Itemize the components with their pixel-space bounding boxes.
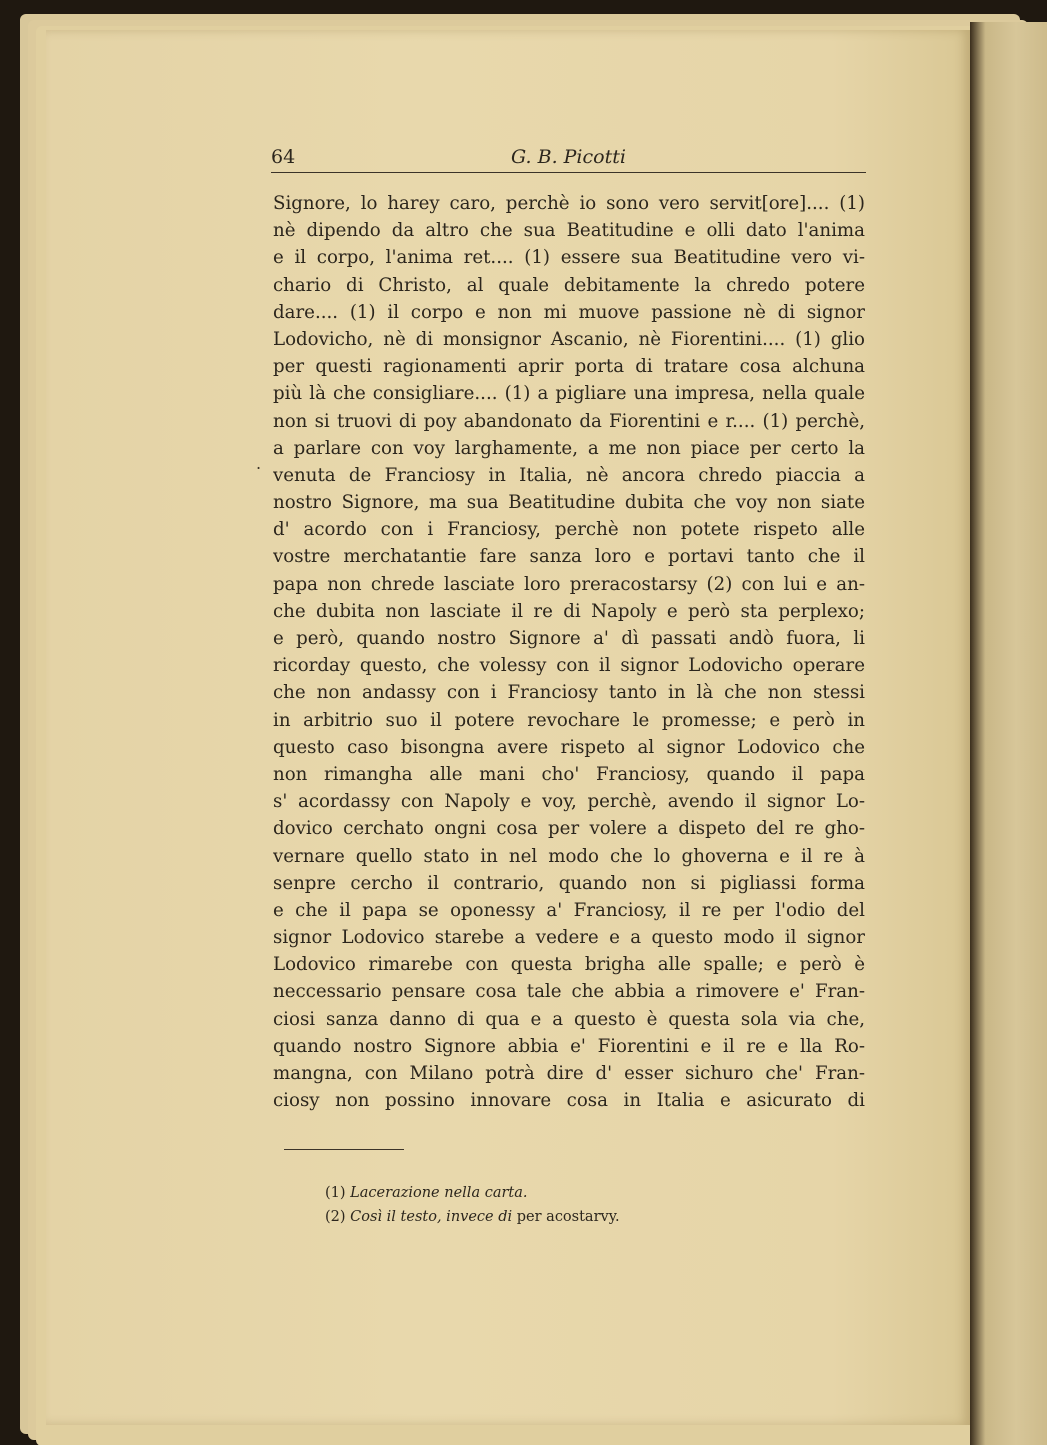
text-line: più là che consigliare.... (1) a pigliare una impresa, nella quale (273, 383, 865, 405)
facing-page-edge (970, 22, 1047, 1445)
text-line: e però, quando nostro Signore a' dì passati andò fuora, li (273, 628, 865, 649)
text-line: ciosy non possino innovare cosa in Italia e asicurato di (273, 1090, 865, 1112)
text-line: per questi ragionamenti aprir porta di tratare cosa alchuna (273, 356, 865, 378)
text-line: d' acordo con i Franciosy, perchè non potete rispeto alle (273, 519, 865, 541)
margin-mark: . (256, 454, 262, 473)
footnote-mark: (1) (325, 1185, 346, 1201)
text-line: Lodovicho, nè di monsignor Ascanio, nè Fiorentini.... (1) glio (273, 328, 865, 350)
text-line: papa non chrede lasciate loro preracostarsy (2) con lui e an- (273, 573, 865, 595)
text-line: e il corpo, l'anima ret.... (1) essere sua Beatitudine vero vi- (273, 247, 865, 269)
text-line: mangna, con Milano potrà dire d' esser sichuro che' Fran- (273, 1063, 865, 1084)
text-line: che non andassy con i Franciosy tanto in là che non stessi (273, 682, 865, 704)
text-line: nè dipendo da altro che sua Beatitudine e olli dato l'anima (273, 220, 865, 242)
text-line: questo caso bisongna avere rispeto al signor Lodovico che (273, 736, 865, 758)
footnote-2 (325, 1205, 620, 1229)
footnote-rule (284, 1149, 404, 1150)
text-line: in arbitrio suo il potere revochare le promesse; e però in (273, 709, 865, 731)
text-line: chario di Christo, al quale debitamente la chredo potere (273, 274, 865, 296)
text-line: non si truovi di poy abandonato da Fiorentini e r.... (1) perchè, (273, 410, 865, 432)
text-line: non rimangha alle mani cho' Franciosy, quando il papa (273, 763, 865, 785)
footnote-italic: Così il testo, invece di (350, 1209, 513, 1225)
text-line: quando nostro Signore abbia e' Fiorentini e il re e lla Ro- (273, 1035, 865, 1057)
text-line: e che il papa se oponessy a' Franciosy, il re per l'odio del (273, 899, 865, 921)
text-line: signor Lodovico starebe a vedere e a questo modo il signor (273, 927, 865, 949)
footnote-italic: Lacerazione nella carta. (350, 1185, 528, 1201)
text-line: nostro Signore, ma sua Beatitudine dubita che voy non siate (273, 492, 865, 514)
text-line: Signore, lo harey caro, perchè io sono vero servit[ore].... (1) (273, 193, 865, 214)
page-header (271, 146, 866, 173)
text-line: senpre cercho il contrario, quando non si pigliassi forma (273, 872, 865, 894)
footnotes (325, 1181, 620, 1229)
text-line: vernare quello stato in nel modo che lo ghoverna e il re à (273, 845, 865, 867)
text-line: Lodovico rimarebe con questa brigha alle spalle; e però è (273, 954, 865, 976)
text-line: s' acordassy con Napoly e voy, perchè, avendo il signor Lo- (273, 791, 865, 813)
footnote-1 (325, 1181, 620, 1205)
text-line: vostre merchatantie fare sanza loro e portavi tanto che il (273, 546, 865, 568)
footnote-roman: per acostarvy. (512, 1209, 620, 1225)
text-line: venuta de Franciosy in Italia, nè ancora chredo piaccia a (273, 464, 865, 486)
text-line: ricorday questo, che volessy con il signor Lodovicho operare (273, 655, 865, 677)
page-number: 64 (271, 146, 296, 168)
text-line: dovico cerchato ongni cosa per volere a dispeto del re gho- (273, 818, 865, 840)
body-text (273, 190, 865, 1114)
footnote-mark: (2) (325, 1209, 346, 1225)
text-line: dare.... (1) il corpo e non mi muove passione nè di signor (273, 301, 865, 323)
text-line: a parlare con voy larghamente, a me non piace per certo la (273, 437, 865, 459)
running-head: G. B. Picotti (511, 146, 626, 168)
text-line: ciosi sanza danno di qua e a questo è questa sola via che, (273, 1008, 865, 1030)
text-line: neccessario pensare cosa tale che abbia a rimovere e' Fran- (273, 981, 865, 1003)
text-line: che dubita non lasciate il re di Napoly e però sta perplexo; (273, 600, 865, 622)
